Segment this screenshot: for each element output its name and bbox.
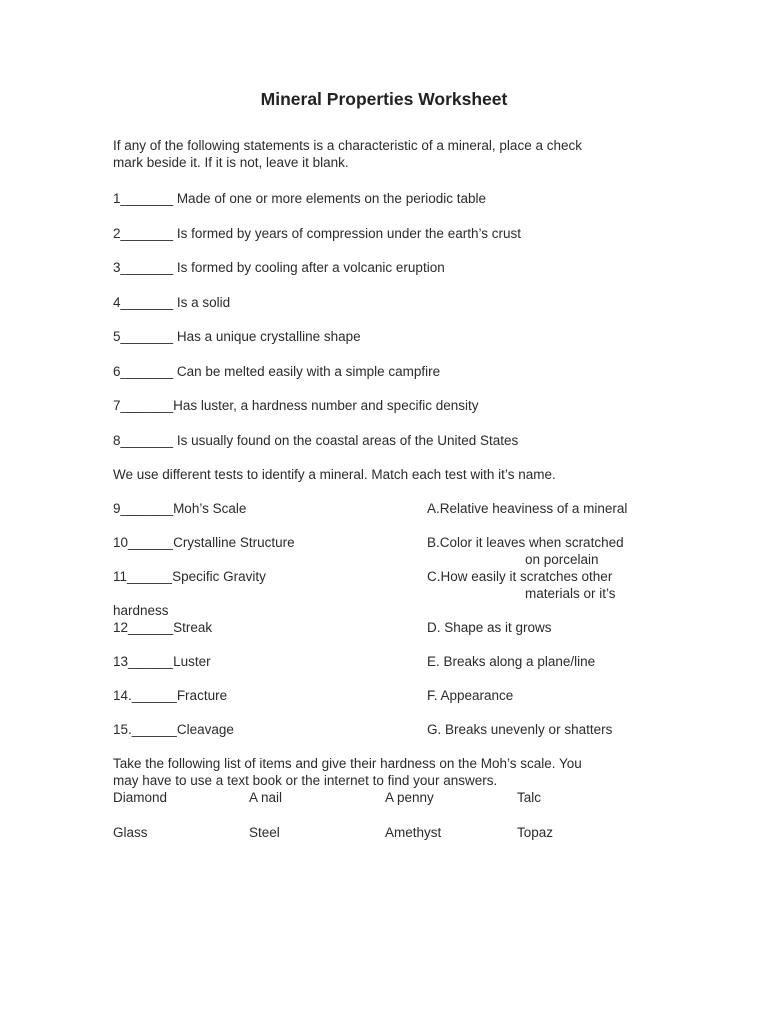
checklist-item-2: 2_______ Is formed by years of compression under the earth’s crust [113,225,521,241]
definition-text-continued: materials or it’s [525,586,616,601]
hardness-item: A nail [249,790,283,805]
matching-row-13 [113,653,710,670]
checklist-item-7: 7_______Has luster, a hardness number and specific density [113,398,479,413]
matching-row-15 [113,721,710,738]
checklist-item-3: 3_______ Is formed by cooling after a volcanic eruption [113,260,445,275]
matching-definition [427,687,710,704]
hardness-item: A penny [385,790,434,805]
matching-definition [427,653,710,670]
checklist-item-5: 5_______ Has a unique crystalline shape [113,329,361,344]
matching-definition [427,534,710,568]
page-title: Mineral Properties Worksheet [260,89,508,109]
hardness-item: Steel [249,825,280,840]
hardness-items-row-2 [113,824,710,841]
hardness-intro-paragraph [113,755,710,789]
checklist-item-6: 6_______ Can be melted easily with a simple campfire [113,363,441,379]
matching-term: 11______Specific Gravity [113,569,266,584]
intro-paragraph [113,137,710,171]
matching-term: 13______Luster [113,654,211,669]
hardness-items-section [113,789,710,841]
matching-intro: We use different tests to identify a mineral. Match each test with it’s name. [113,467,556,482]
checklist-item-4: 4_______ Is a solid [113,294,231,310]
hardness-items-row-1 [113,789,710,806]
matching-definition [427,619,710,636]
intro-line: mark beside it. If it is not, leave it blank. [113,155,349,170]
definition-text: F. Appearance [427,688,514,703]
matching-section [113,500,710,738]
definition-text: E. Breaks along a plane/line [427,654,596,669]
matching-term: 14.______Fracture [113,688,228,703]
hardness-intro-line: may have to use a text book or the internet to find your answers. [113,773,498,788]
matching-term: 12______Streak [113,620,213,635]
matching-row-12 [113,619,710,636]
hardness-item: Talc [517,790,542,805]
hardness-intro-line: Take the following list of items and give their hardness on the Moh’s scale. You [113,756,582,771]
matching-definition [427,568,710,602]
checklist-item-8: 8_______ Is usually found on the coastal areas of the United States [113,432,519,448]
definition-text: C.How easily it scratches other [427,569,613,584]
hardness-item: Amethyst [385,825,442,840]
definition-text: D. Shape as it grows [427,620,552,635]
definition-text: G. Breaks unevenly or shatters [427,722,613,737]
matching-row-14 [113,687,710,704]
matching-row-10 [113,534,710,568]
stray-word-hardness: hardness [113,603,169,618]
definition-text: B.Color it leaves when scratched [427,535,624,550]
hardness-item: Topaz [517,825,554,840]
matching-term: 15.______Cleavage [113,722,234,737]
matching-row-11 [113,568,710,602]
hardness-item: Diamond [113,790,168,805]
matching-row-9 [113,500,710,517]
worksheet-content [0,137,768,841]
matching-term: 10______Crystalline Structure [113,535,295,550]
matching-definition [427,721,710,738]
checklist-item-1: 1_______ Made of one or more elements on the periodic table [113,191,486,206]
matching-definition [427,500,710,517]
hardness-item: Glass [113,825,148,840]
definition-text: A.Relative heaviness of a mineral [427,501,628,516]
matching-term: 9_______Moh’s Scale [113,501,247,516]
definition-text-continued: on porcelain [525,552,599,567]
checklist-section [113,190,710,449]
intro-line: If any of the following statements is a characteristic of a mineral, place a check [113,138,582,153]
